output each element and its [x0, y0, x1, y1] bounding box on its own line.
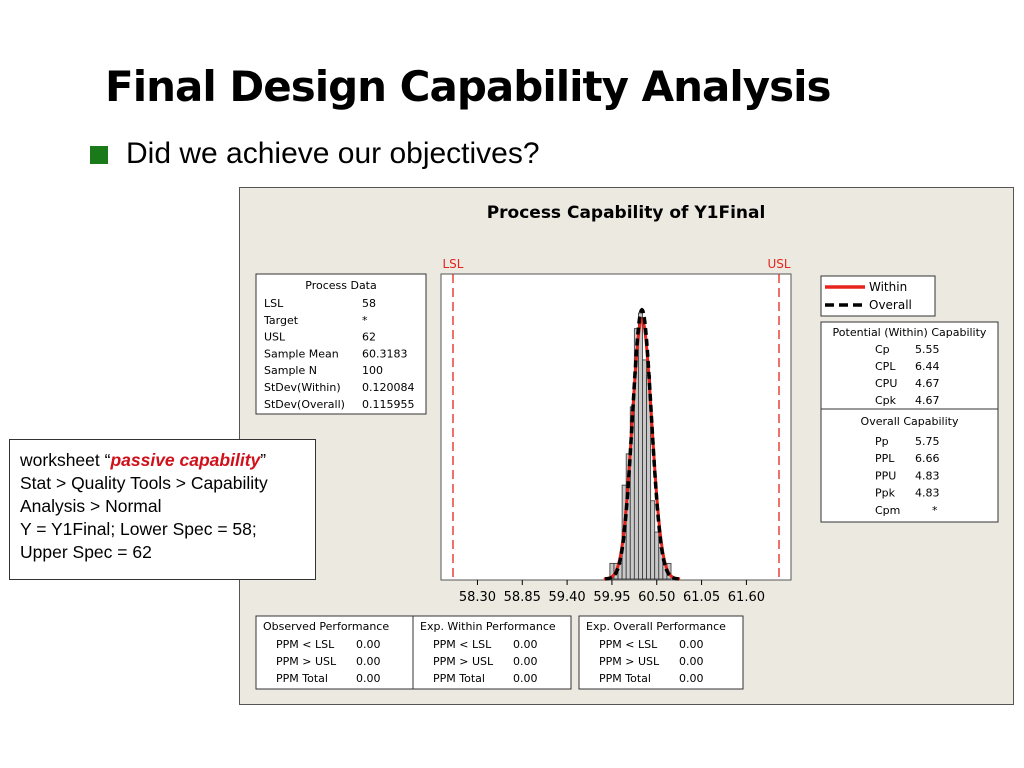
capability-value: 4.67 [915, 394, 940, 407]
x-tick-label: 59.95 [593, 590, 631, 605]
capability-value: 4.67 [915, 377, 940, 390]
potential-capability-header: Potential (Within) Capability [832, 326, 987, 339]
capability-label: Cpk [875, 394, 897, 407]
process-data-value: * [362, 313, 368, 327]
capability-value: 4.83 [915, 486, 940, 500]
capability-value: 4.83 [915, 469, 940, 483]
process-data-label: LSL [264, 297, 284, 310]
process-data-label: Target [264, 313, 299, 327]
performance-label: PPM Total [433, 672, 485, 685]
spec-label-usl: USL [767, 257, 791, 271]
process-data-value: 60.3183 [362, 347, 408, 361]
capability-chart-svg [240, 188, 1015, 706]
process-data-label: StDev(Within) [264, 381, 341, 394]
performance-value: 0.00 [679, 638, 704, 651]
capability-label: CPU [875, 377, 898, 390]
capability-label: CPL [875, 360, 896, 373]
spec-text: Y = Y1Final; Lower Spec = 58; Upper Spec = 62 [20, 519, 257, 562]
performance-header: Observed Performance [263, 620, 390, 633]
worksheet-name: passive capability [110, 450, 261, 470]
bullet-square [90, 146, 108, 164]
performance-value: 0.00 [679, 672, 704, 685]
capability-graph [239, 187, 1014, 705]
performance-label: PPM > USL [276, 655, 337, 668]
capability-value: 5.75 [915, 435, 940, 448]
performance-label: PPM > USL [599, 655, 660, 668]
process-data-value: 100 [362, 364, 383, 378]
plot-area [441, 274, 791, 580]
x-tick-label: 60.50 [638, 590, 676, 605]
performance-label: PPM > USL [433, 655, 494, 668]
process-data-label: Sample Mean [264, 347, 339, 361]
performance-tables [256, 616, 743, 689]
histogram-bar [642, 360, 646, 579]
capability-value: 5.55 [915, 343, 940, 356]
capability-value: * [932, 503, 938, 517]
capability-label: PPU [875, 469, 897, 483]
performance-value: 0.00 [356, 672, 381, 685]
performance-value: 0.00 [356, 638, 381, 651]
x-tick-label: 61.05 [682, 590, 721, 605]
process-data-label: USL [264, 330, 286, 344]
process-data-value: 0.120084 [362, 381, 415, 394]
bullet-text: Did we achieve our objectives? [126, 137, 540, 170]
performance-value: 0.00 [513, 672, 538, 685]
x-tick-label: 59.40 [548, 590, 586, 605]
capability-label: PPL [875, 452, 895, 466]
capability-table [821, 322, 998, 522]
process-data-header: Process Data [305, 279, 377, 292]
performance-value: 0.00 [356, 655, 381, 668]
histogram-bar [651, 501, 655, 579]
performance-value: 0.00 [513, 638, 538, 651]
capability-value: 6.66 [915, 452, 940, 466]
histogram-bar [655, 532, 659, 579]
worksheet-suffix: ” [260, 450, 267, 470]
performance-header: Exp. Within Performance [420, 620, 556, 633]
capability-label: Pp [875, 435, 889, 448]
capability-value: 6.44 [915, 360, 940, 373]
chart-title: Process Capability of Y1Final [486, 203, 766, 223]
performance-label: PPM < LSL [276, 638, 335, 651]
process-data-label: StDev(Overall) [264, 397, 345, 411]
histogram-bar [638, 313, 642, 579]
performance-value: 0.00 [679, 655, 704, 668]
capability-label: Cpm [875, 503, 901, 517]
performance-label: PPM Total [599, 672, 651, 685]
menu-path: Stat > Quality Tools > Capability Analysis > Normal [20, 473, 268, 516]
performance-label: PPM < LSL [433, 638, 492, 651]
performance-label: PPM < LSL [599, 638, 658, 651]
spec-label-lsl: LSL [442, 257, 464, 271]
capability-label: Cp [875, 343, 890, 356]
overall-capability-header: Overall Capability [860, 415, 959, 428]
x-tick-label: 58.30 [458, 590, 497, 605]
process-data-value: 62 [362, 330, 376, 344]
x-axis [459, 580, 765, 605]
performance-header: Exp. Overall Performance [586, 620, 726, 633]
instruction-callout [9, 439, 316, 580]
performance-label: PPM Total [276, 672, 328, 685]
process-data-value: 0.115955 [362, 397, 415, 411]
x-tick-label: 61.60 [727, 590, 766, 605]
process-data-label: Sample N [264, 364, 317, 378]
legend-within-label: Within [869, 280, 908, 294]
slide-title: Final Design Capability Analysis [105, 62, 831, 111]
process-data-table [256, 274, 426, 414]
worksheet-prefix: worksheet “ [20, 450, 111, 470]
performance-value: 0.00 [513, 655, 538, 668]
x-tick-label: 58.85 [503, 590, 541, 605]
legend [821, 276, 935, 316]
capability-label: Ppk [875, 486, 895, 500]
process-data-value: 58 [362, 297, 376, 310]
worksheet-line [20, 449, 305, 472]
legend-overall-label: Overall [869, 298, 912, 312]
